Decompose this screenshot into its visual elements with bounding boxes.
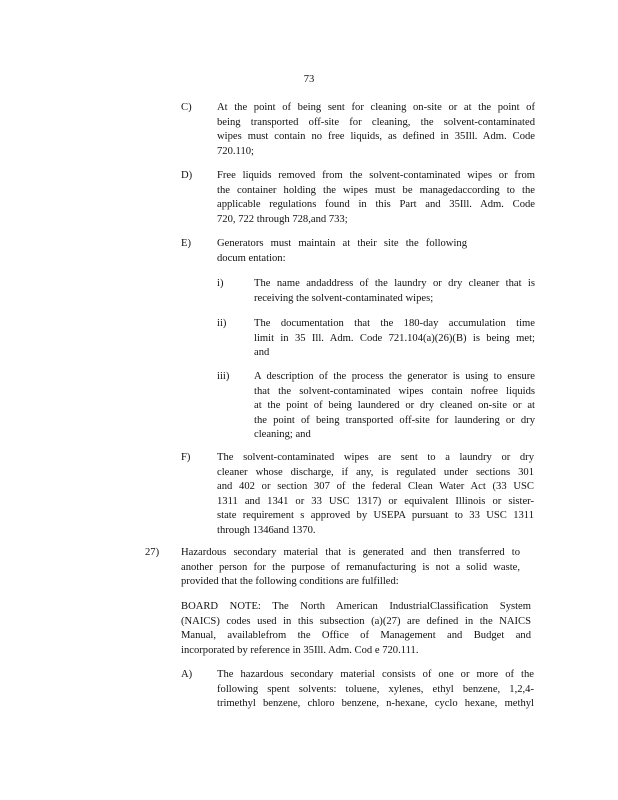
text-line: provided that the following conditions are fulfilled:	[181, 576, 399, 587]
text-line: cleaner whose discharge, if any, is regulated under sections 301	[217, 466, 534, 478]
text-line: the container holding the wipes must be managedaccording to the	[217, 184, 535, 196]
item-label: D)	[181, 170, 193, 181]
text-line: state requirement s approved by USEPA pursuant to 33 USC 1311	[217, 510, 534, 521]
item-text	[254, 277, 535, 306]
item-text	[217, 451, 534, 538]
item-text	[217, 169, 535, 227]
text-line: receiving the solvent-contaminated wipes;	[254, 292, 434, 304]
text-line: and	[254, 347, 270, 358]
text-line: another person for the purpose of remanufacturing is not a solid waste,	[181, 561, 520, 573]
text-line: at the point of being laundered or dry cleaned on-site or at	[254, 400, 535, 411]
text-line: 720, 722 through 728,and 733;	[217, 213, 348, 225]
text-line: following spent solvents: toluene, xylenes, ethyl benzene, 1,2,4-	[217, 683, 534, 695]
text-line: Generators must maintain at their site the following	[217, 238, 467, 249]
item-text	[254, 370, 535, 443]
item-label: A)	[181, 669, 193, 680]
text-line: 1311 and 1341 or 33 USC 1317) or equivalent Illinois or sister-	[217, 495, 534, 507]
text-line: cleaning; and	[254, 429, 311, 440]
text-line: applicable regulations found in this Part and 35Ill. Adm. Code	[217, 199, 535, 210]
text-line: BOARD NOTE: The North American IndustrialClassification System	[181, 601, 531, 612]
text-line: The name andaddress of the laundry or dry cleaner that is	[254, 278, 535, 289]
item-text	[217, 668, 534, 712]
text-line: trimethyl benzene, chloro benzene, n-hexane, cyclo hexane, methyl	[217, 698, 534, 709]
text-line: Hazardous secondary material that is generated and then transferred to	[181, 547, 520, 558]
text-line: At the point of being sent for cleaning on-site or at the point of	[217, 102, 535, 113]
text-line: The solvent-contaminated wipes are sent to a laundry or dry	[217, 452, 534, 463]
text-line: Free liquids removed from the solvent-contaminated wipes or from	[217, 170, 535, 181]
page-number: 73	[303, 74, 315, 85]
item-text	[217, 237, 467, 266]
text-line: that the solvent-contaminated wipes contain nofree liquids	[254, 385, 535, 397]
item-text	[181, 546, 520, 590]
text-line: Manual, availablefrom the Office of Management and Budget and	[181, 630, 531, 641]
text-line: The documentation that the 180-day accumulation time	[254, 318, 535, 329]
item-label: 27)	[145, 547, 160, 558]
item-text	[254, 317, 535, 361]
item-label: C)	[181, 102, 192, 113]
item-label: iii)	[217, 371, 230, 382]
text-line: The hazardous secondary material consists of one or more of the	[217, 669, 534, 680]
text-line: wipes must contain no free liquids, as defined in 35Ill. Adm. Code	[217, 131, 535, 142]
text-line: being transported off-site for cleaning, the solvent-contaminated	[217, 116, 535, 128]
text-line: and 402 or section 307 of the federal Clean Water Act (33 USC	[217, 481, 534, 492]
text-line: (NAICS) codes used in this subsection (a)(27) are defined in the NAICS	[181, 615, 531, 627]
text-line: the point of being transported off-site for laundering or dry	[254, 414, 535, 426]
text-line: docum entation:	[217, 252, 286, 264]
item-label: F)	[181, 452, 191, 463]
text-line: limit in 35 Ill. Adm. Code 721.104(a)(26)(B) is being met;	[254, 332, 535, 344]
item-label: ii)	[217, 318, 227, 329]
item-text	[217, 101, 535, 159]
text-line: incorporated by reference in 35Ill. Adm. Cod e 720.111.	[181, 644, 419, 656]
text-line: A description of the process the generator is using to ensure	[254, 371, 535, 382]
text-line: through 1346and 1370.	[217, 524, 316, 536]
item-label: i)	[217, 278, 224, 289]
board-note-text	[181, 600, 531, 658]
text-line: 720.110;	[217, 145, 254, 157]
item-label: E)	[181, 238, 191, 249]
